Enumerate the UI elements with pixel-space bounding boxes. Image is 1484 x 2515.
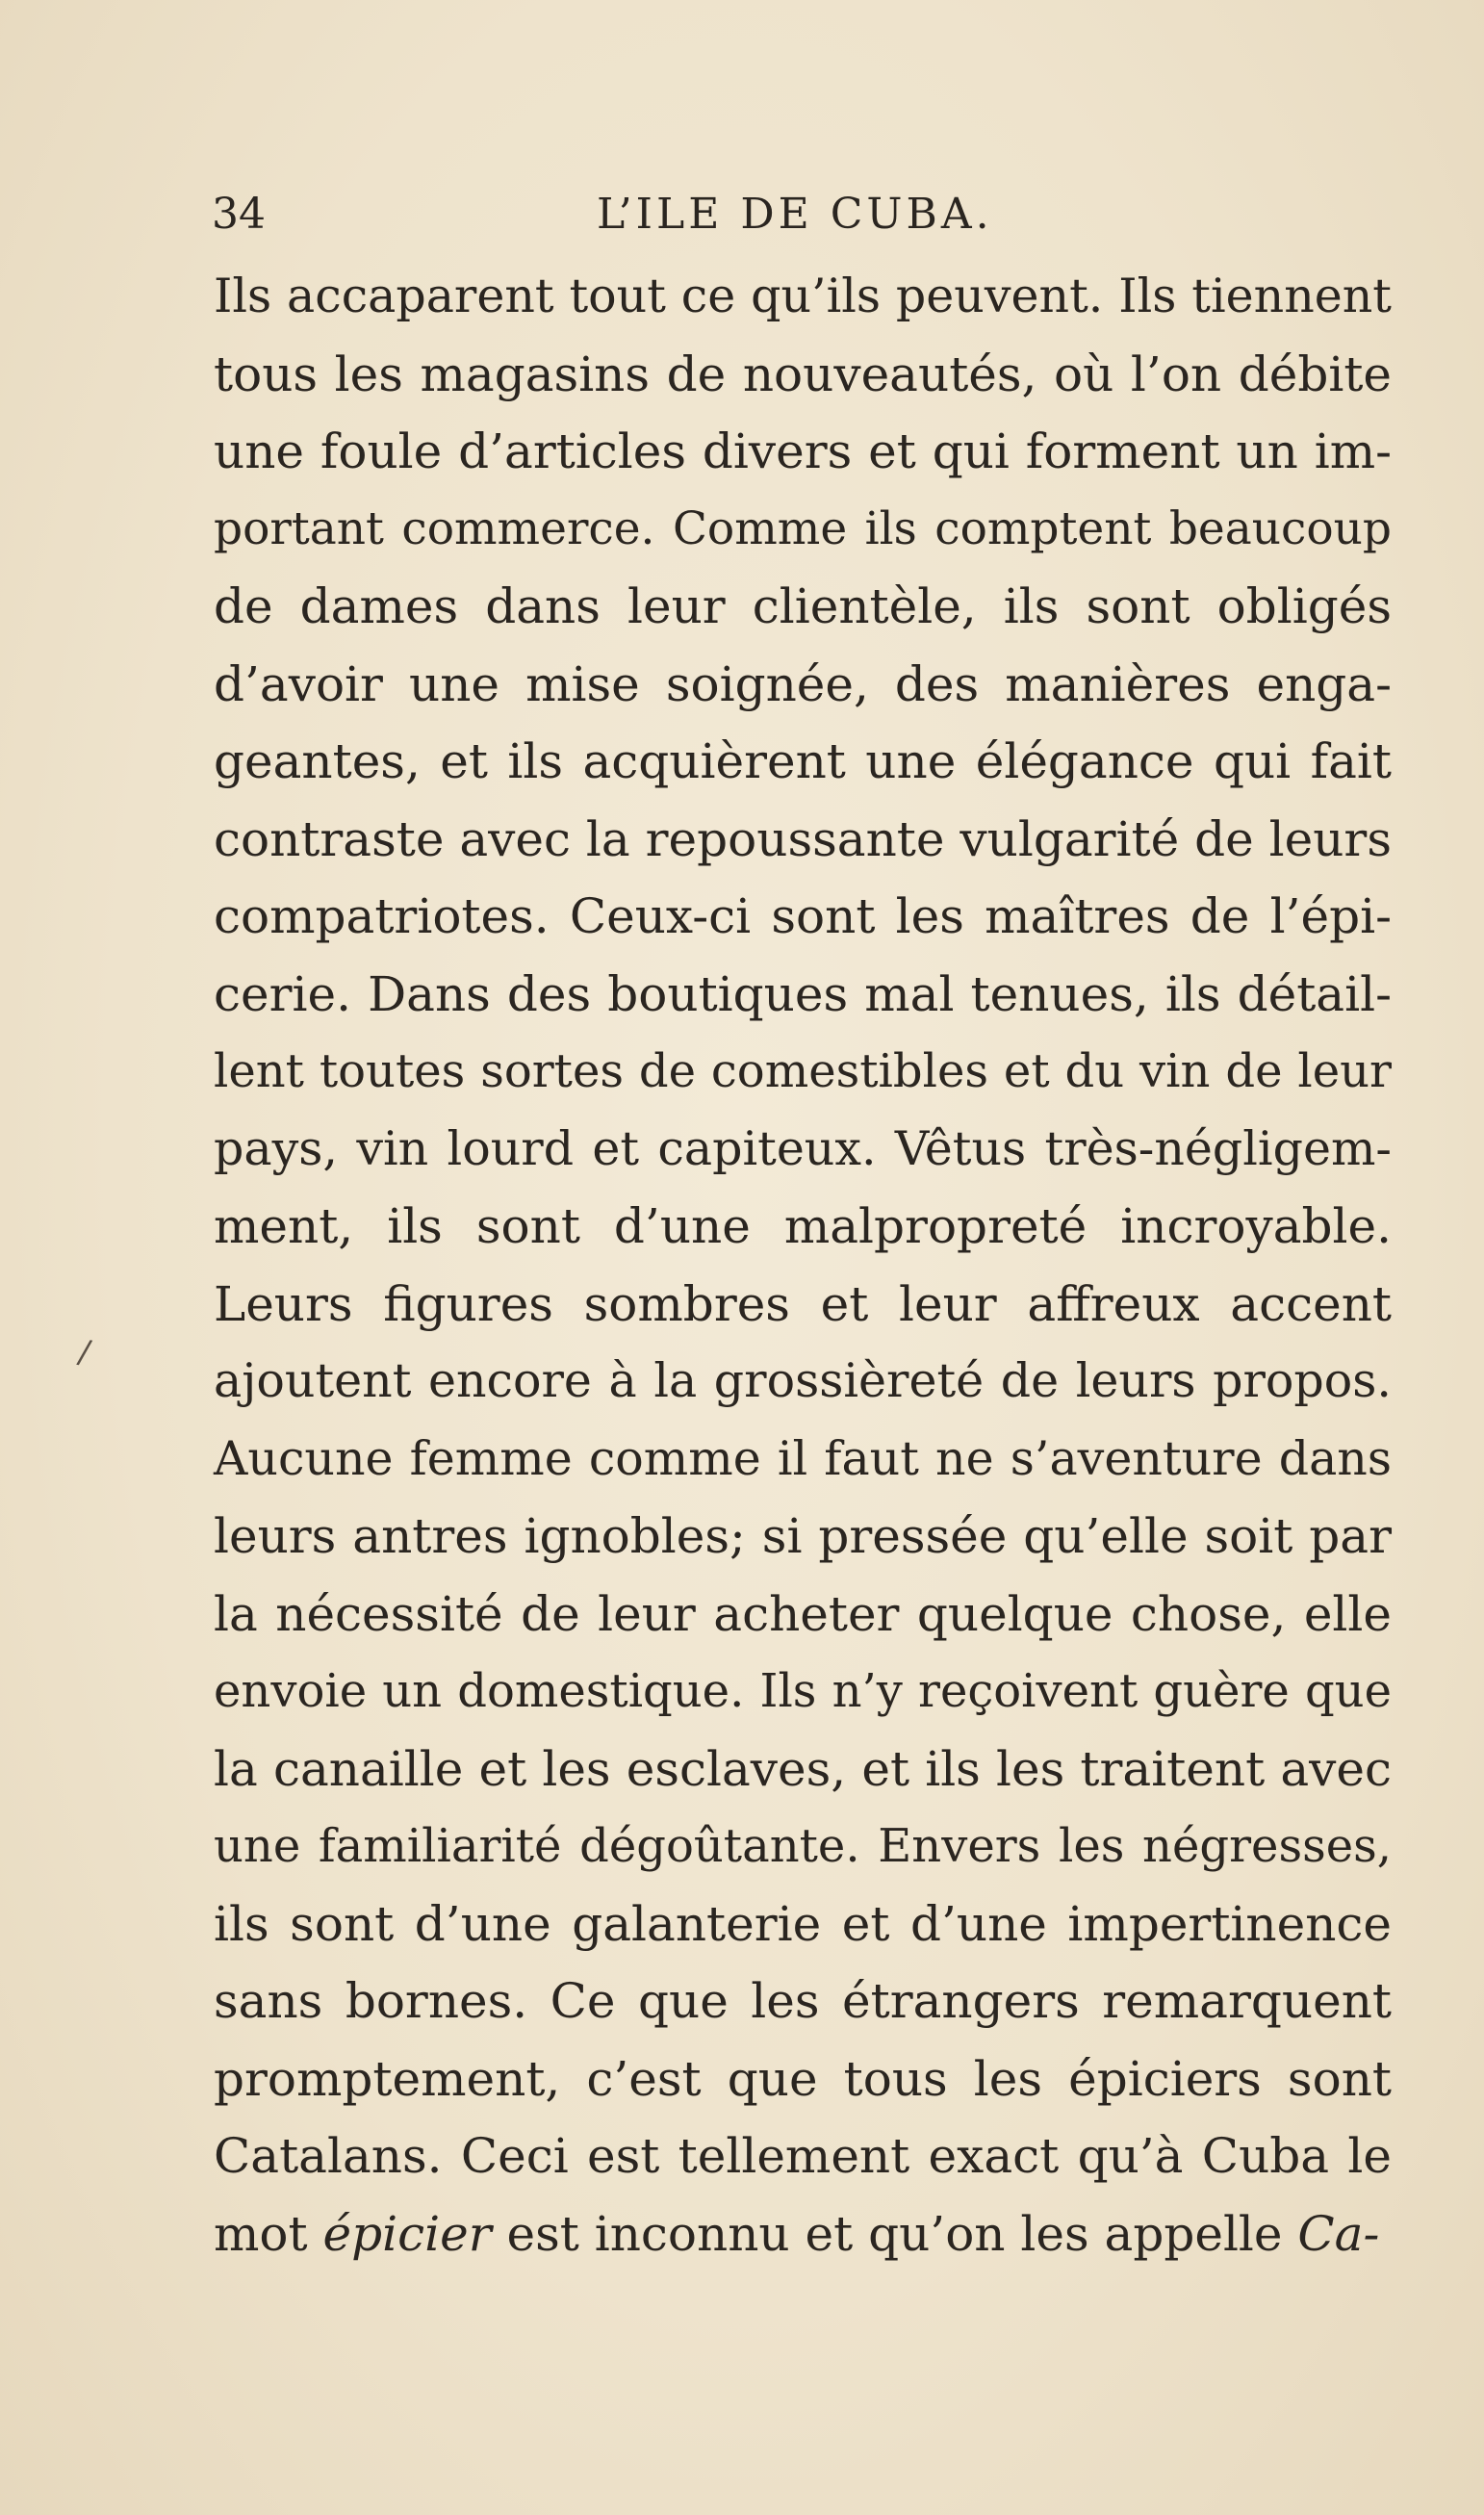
text-line: ils sont d’une galanterie et d’une impertinence [214,1895,1392,1952]
text-line: pays, vin lourd et capiteux. Vêtus très-négligem- [214,1120,1392,1176]
text-line: de dames dans leur clientèle, ils sont obligés [214,578,1392,634]
text-line-last [214,2195,1392,2273]
text-fragment: mot [214,2205,323,2262]
margin-pencil-mark: / [74,1332,94,1373]
text-line: Catalans. Ceci est tellement exact qu’à Cuba le [214,2128,1392,2184]
text-line: ajoutent encore à la grossièreté de leurs propos. [214,1353,1392,1408]
text-line: Ils accaparent tout ce qu’ils peuvent. Ils tiennent [214,269,1392,323]
body-text [214,258,1392,2272]
text-line: une familiarité dégoûtante. Envers les négresses, [214,1819,1392,1873]
text-line: lent toutes sortes de comestibles et du vin de leur [214,1044,1392,1098]
running-title: L’ILE DE CUBA. [597,190,993,239]
text-line: sans bornes. Ce que les étrangers remarquent [214,1973,1392,2029]
text-line: une foule d’articles divers et qui forment un im- [214,423,1392,479]
text-line: portant commerce. Comme ils comptent beaucoup [214,501,1392,555]
text-line: Aucune femme comme il faut ne s’aventure dans [214,1430,1392,1486]
text-line: la nécessité de leur acheter quelque chose, elle [214,1585,1392,1642]
text-line: envoie un domestique. Ils n’y reçoivent guère que [214,1664,1392,1718]
italic-word: Ca- [1297,2205,1380,2262]
text-line: contraste avec la repoussante vulgarité de leurs [214,810,1392,867]
text-line: compatriotes. Ceux-ci sont les maîtres de l’épi- [214,888,1392,944]
text-line: cerie. Dans des boutiques mal tenues, ils détail- [214,965,1392,1022]
text-line: ment, ils sont d’une malpropreté incroyable. [214,1198,1392,1254]
text-line: la canaille et les esclaves, et ils les traitent avec [214,1740,1392,1797]
text-line: promptement, c’est que tous les épiciers sont [214,2050,1392,2107]
italic-word: épicier [322,2205,492,2262]
text-line: tous les magasins de nouveautés, où l’on débite [214,346,1392,402]
text-line: d’avoir une mise soignée, des manières enga- [214,655,1392,712]
text-line: Leurs figures sombres et leur affreux accent [214,1275,1392,1332]
text-fragment: est inconnu et qu’on les appelle [491,2205,1298,2262]
page-header [212,181,1386,248]
text-line: leurs antres ignobles; si pressée qu’elle soit par [214,1508,1392,1564]
text-line: geantes, et ils acquièrent une élégance qui fait [214,733,1392,789]
page-number: 34 [212,190,266,239]
